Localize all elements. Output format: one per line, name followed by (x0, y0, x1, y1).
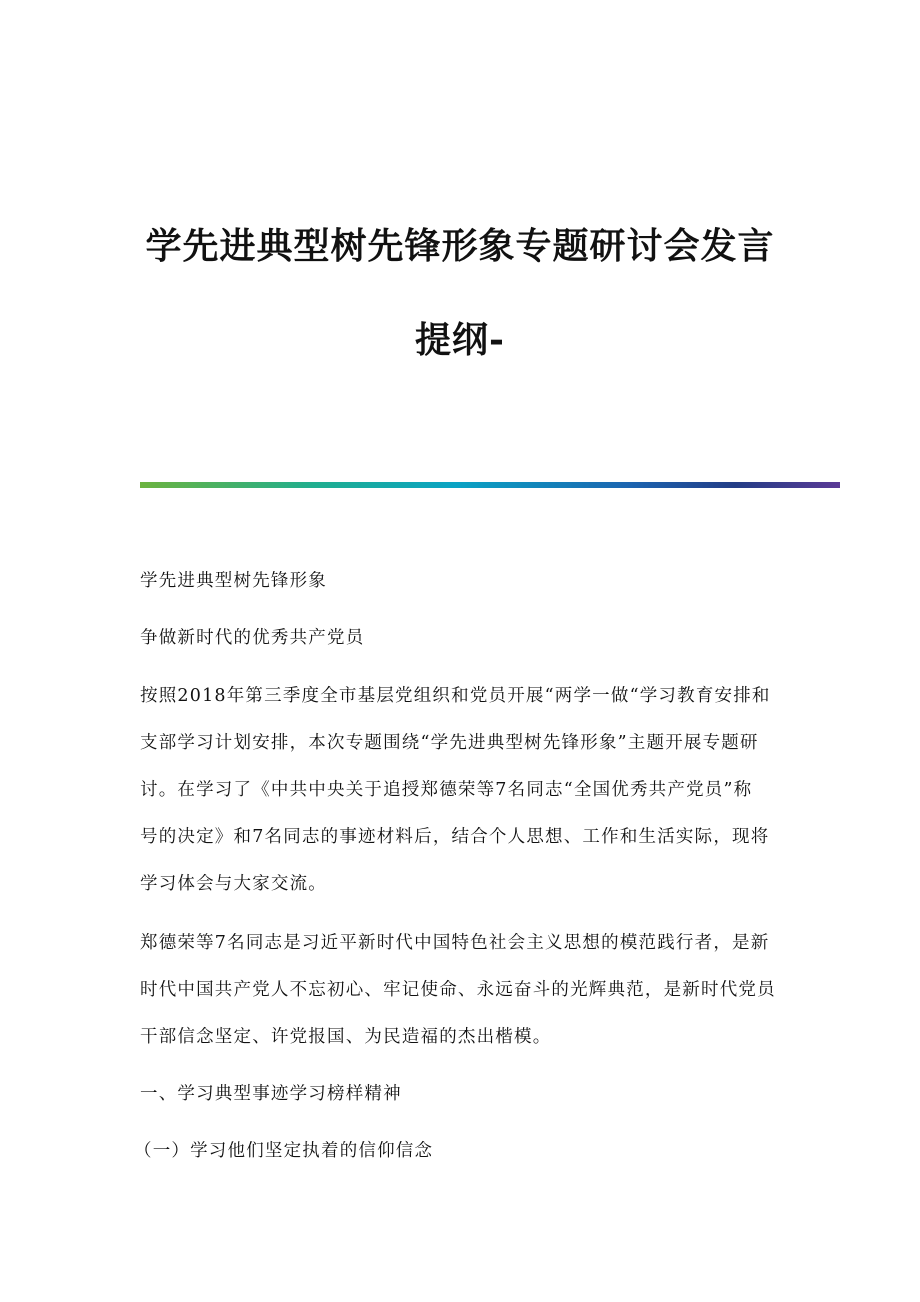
paragraph-line: 讨。在学习了《中共中央关于追授郑德荣等7名同志“全国优秀共产党员”称 (140, 780, 753, 800)
gradient-divider (140, 482, 840, 488)
heading-line: 争做新时代的优秀共产党员 (140, 628, 365, 648)
heading-line: 学先进典型树先锋形象 (140, 571, 327, 591)
document-title: 学先进典型树先锋形象专题研讨会发言 (145, 225, 775, 267)
paragraph-line: 按照2018年第三季度全市基层党组织和党员开展“两学一做“学习教育安排和 (140, 686, 771, 706)
paragraph-line: 号的决定》和7名同志的事迹材料后，结合个人思想、工作和生活实际，现将 (140, 827, 770, 847)
paragraph-line: 时代中国共产党人不忘初心、牢记使命、永远奋斗的光辉典范，是新时代党员 (140, 980, 776, 1000)
paragraph-line: 干部信念坚定、许党报国、为民造福的杰出楷模。 (140, 1027, 552, 1047)
document-title-continued: 提纲- (415, 319, 505, 361)
paragraph-line: 支部学习计划安排，本次专题围绕“学先进典型树先锋形象”主题开展专题研 (140, 733, 759, 753)
section-heading: 一、学习典型事迹学习榜样精神 (140, 1084, 402, 1104)
paragraph-line: 学习体会与大家交流。 (140, 874, 327, 894)
paragraph-line: 郑德荣等7名同志是习近平新时代中国特色社会主义思想的模范践行者，是新 (140, 933, 770, 953)
subsection-heading: （一）学习他们坚定执着的信仰信念 (134, 1141, 434, 1161)
